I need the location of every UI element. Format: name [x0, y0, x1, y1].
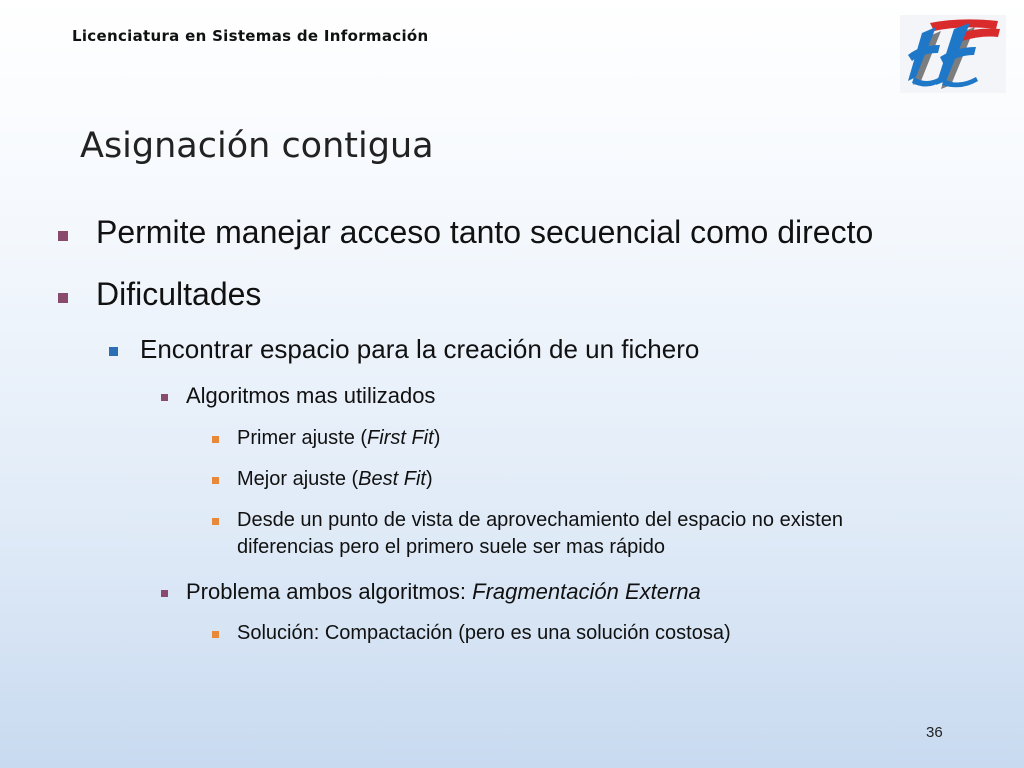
bullet-item: [212, 507, 932, 561]
bullet-item: [161, 382, 435, 410]
bullet-text: Solución: Compactación (pero es una solución costosa): [237, 622, 731, 644]
bullet-square-icon: [58, 293, 68, 303]
bullet-square-icon: [212, 518, 219, 525]
bullet-square-icon: [161, 394, 168, 401]
page-number: 36: [926, 724, 943, 741]
bullet-square-icon: [109, 347, 118, 356]
bullet-text: Algoritmos mas utilizados: [186, 383, 436, 408]
slide-title: Asignación contigua: [80, 126, 434, 166]
bullet-text: Dificultades: [96, 276, 262, 312]
bullet-text: Desde un punto de vista de aprovechamiento del espacio no existen diferencias pero el primero suele ser mas rápido: [237, 509, 843, 558]
bullet-text: Permite manejar acceso tanto secuencial como directo: [96, 214, 874, 250]
bullet-text: Encontrar espacio para la creación de un fichero: [140, 334, 700, 364]
bullet-square-icon: [58, 231, 68, 241]
bullet-text: Mejor ajuste (Best Fit): [237, 468, 433, 490]
university-logo: [900, 15, 1006, 93]
bullet-square-icon: [212, 436, 219, 443]
bullet-item: [161, 578, 701, 606]
bullet-text: Primer ajuste (First Fit): [237, 427, 441, 449]
bullet-item: [212, 466, 433, 493]
university-logo-icon: [900, 15, 1006, 93]
bullet-text: Problema ambos algoritmos: Fragmentación Externa: [186, 579, 701, 604]
bullet-item: [212, 620, 731, 647]
bullet-item: [58, 274, 261, 314]
bullet-square-icon: [161, 590, 168, 597]
bullet-square-icon: [212, 631, 219, 638]
bullet-item: [109, 333, 699, 365]
bullet-item: [212, 425, 440, 452]
bullet-item: [58, 212, 873, 252]
header-program-name: Licenciatura en Sistemas de Información: [72, 27, 429, 45]
bullet-square-icon: [212, 477, 219, 484]
